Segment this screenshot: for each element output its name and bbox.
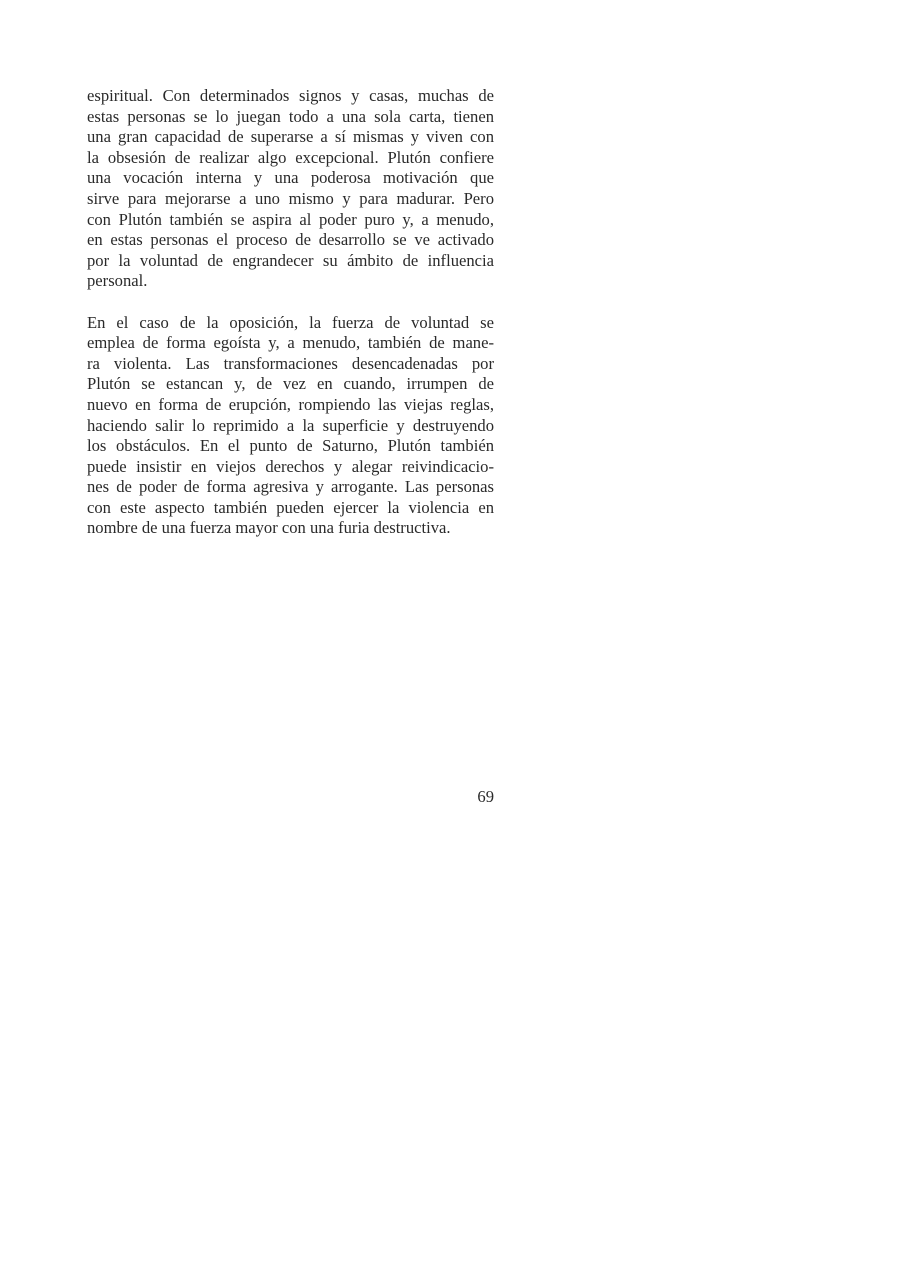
text-line: puede insistir en viejos derechos y alegar reivindicacio- [87, 456, 494, 476]
text-line: nes de poder de forma agresiva y arrogante. Las personas [87, 477, 494, 497]
text-line: con Plutón también se aspira al poder puro y, a menudo, [87, 209, 494, 229]
body-text [87, 86, 494, 539]
text-line: por la voluntad de engrandecer su ámbito de influencia [87, 250, 494, 270]
text-line: En el caso de la oposición, la fuerza de voluntad se [87, 312, 494, 332]
paragraph-spacer [87, 292, 494, 313]
text-line: emplea de forma egoísta y, a menudo, también de mane- [87, 333, 494, 353]
text-line: espiritual. Con determinados signos y casas, muchas de [87, 86, 494, 105]
text-line: estas personas se lo juegan todo a una sola carta, tienen [87, 106, 494, 126]
text-line: en estas personas el proceso de desarrollo se ve activado [87, 230, 494, 250]
text-line: los obstáculos. En el punto de Saturno, Plutón también [87, 436, 494, 456]
text-line: personal. [87, 271, 148, 291]
text-line: nuevo en forma de erupción, rompiendo las viejas reglas, [87, 394, 494, 414]
paragraph-2 [87, 313, 494, 540]
text-line: haciendo salir lo reprimido a la superficie y destruyendo [87, 415, 494, 435]
paragraph-1 [87, 86, 494, 292]
text-line: con este aspecto también pueden ejercer la violencia en [87, 497, 494, 517]
text-line: la obsesión de realizar algo excepcional. Plutón confiere [87, 147, 494, 167]
text-line: nombre de una fuerza mayor con una furia destructiva. [87, 518, 451, 538]
text-line: una vocación interna y una poderosa motivación que [87, 168, 494, 188]
page-number: 69 [477, 787, 494, 806]
text-line: sirve para mejorarse a uno mismo y para madurar. Pero [87, 188, 494, 208]
text-line: Plutón se estancan y, de vez en cuando, irrumpen de [87, 374, 494, 394]
text-line: una gran capacidad de superarse a sí mismas y viven con [87, 127, 494, 147]
text-line: ra violenta. Las transformaciones desencadenadas por [87, 353, 494, 373]
